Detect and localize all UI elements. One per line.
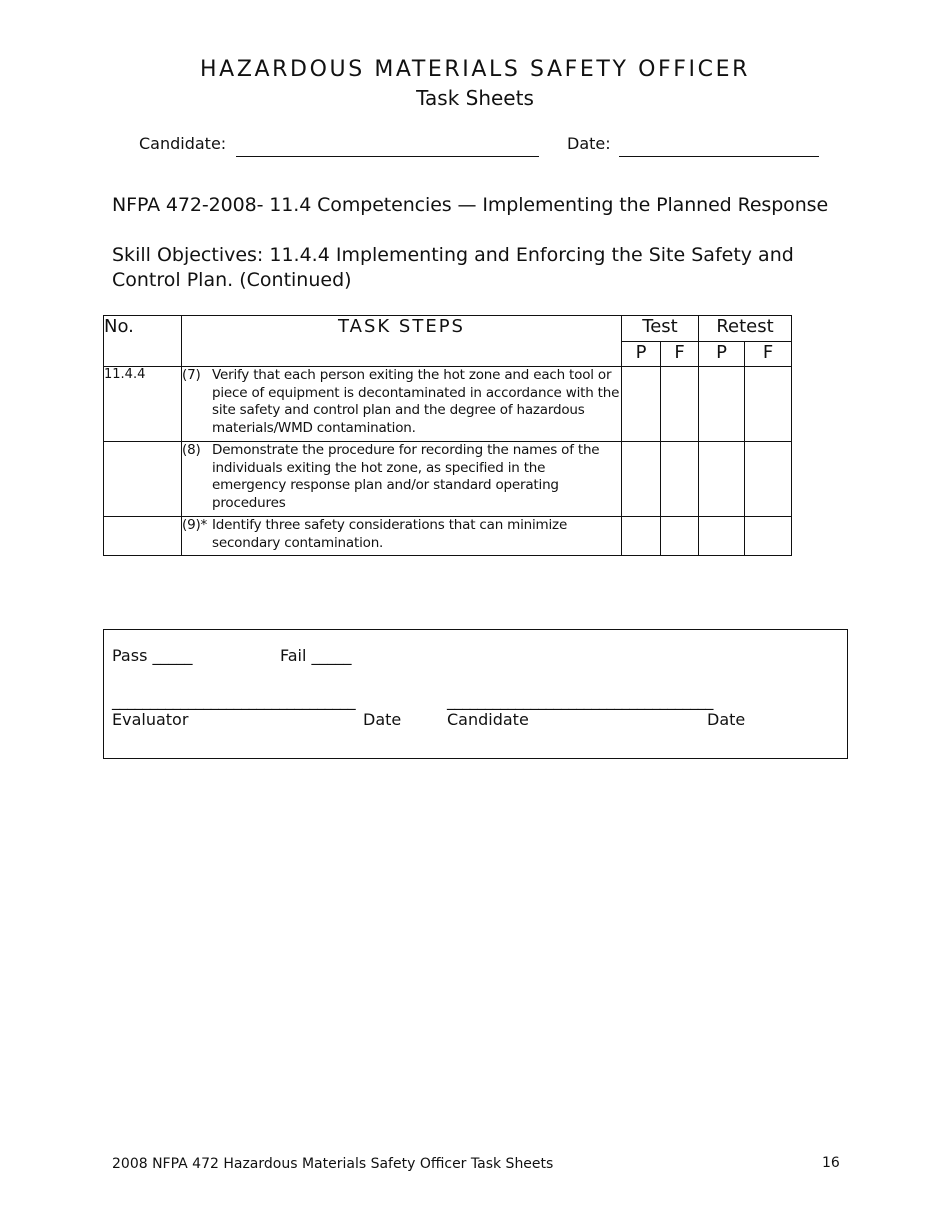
- row-number: 11.4.4: [104, 367, 182, 442]
- task-steps-table: [103, 315, 792, 556]
- retest-fail-header: F: [745, 342, 792, 367]
- evaluator-signature-line[interactable]: ________________________________: [112, 691, 356, 710]
- test-pass-cell[interactable]: [622, 442, 661, 517]
- row-number: [104, 442, 182, 517]
- document-subtitle: Task Sheets: [416, 86, 534, 110]
- step-text-rest: individuals exiting the hot zone, as specified in the emergency response plan and/or standard operating procedures: [212, 459, 559, 511]
- test-fail-cell[interactable]: [661, 517, 699, 556]
- skill-objectives: Skill Objectives: 11.4.4 Implementing and Enforcing the Site Safety and Control Plan. (Continued): [112, 244, 794, 291]
- test-pass-cell[interactable]: [622, 517, 661, 556]
- test-pass-header: P: [622, 342, 661, 367]
- step-label: (8): [182, 442, 201, 458]
- column-header-task-steps: TASK STEPS: [182, 316, 622, 367]
- retest-fail-cell[interactable]: [745, 367, 792, 442]
- step-text-first: Demonstrate the procedure for recording the names of the: [212, 442, 600, 458]
- candidate-signature-line: [236, 156, 539, 157]
- candidate-label: Candidate:: [139, 134, 227, 153]
- column-header-test: Test: [622, 316, 699, 342]
- test-fail-header: F: [661, 342, 699, 367]
- document-title: HAZARDOUS MATERIALS SAFETY OFFICER: [200, 57, 750, 82]
- candidate-date-label: Date: [707, 710, 746, 729]
- candidate-signature-line-bottom[interactable]: ___________________________________: [447, 691, 714, 710]
- retest-pass-cell[interactable]: [699, 367, 745, 442]
- task-step: [182, 367, 622, 442]
- candidate-label-bottom: Candidate: [447, 710, 529, 729]
- retest-fail-cell[interactable]: [745, 517, 792, 556]
- evaluation-box: [103, 629, 848, 759]
- table-row: [104, 517, 792, 556]
- retest-fail-cell[interactable]: [745, 442, 792, 517]
- step-text-first: Verify that each person exiting the hot zone and each tool or: [212, 367, 612, 383]
- date-label: Date:: [567, 134, 611, 153]
- step-label: (7): [182, 367, 201, 383]
- test-fail-cell[interactable]: [661, 367, 699, 442]
- task-step: [182, 442, 622, 517]
- step-label: (9)*: [182, 517, 208, 533]
- test-fail-cell[interactable]: [661, 442, 699, 517]
- column-header-retest: Retest: [699, 316, 792, 342]
- table-row: [104, 442, 792, 517]
- evaluator-label: Evaluator: [112, 710, 189, 729]
- retest-pass-cell[interactable]: [699, 517, 745, 556]
- step-text-rest: secondary contamination.: [212, 534, 384, 551]
- step-text-first: Identify three safety considerations that can minimize: [212, 517, 568, 533]
- retest-pass-header: P: [699, 342, 745, 367]
- pass-field[interactable]: Pass _____: [112, 646, 193, 665]
- evaluator-date-label: Date: [363, 710, 402, 729]
- step-text-rest: piece of equipment is decontaminated in accordance with the site safety and control plan and the degree of hazardous materials/WMD contamination.: [212, 384, 620, 436]
- date-line: [619, 156, 819, 157]
- row-number: [104, 517, 182, 556]
- column-header-no: No.: [104, 316, 182, 367]
- footer-text: 2008 NFPA 472 Hazardous Materials Safety Officer Task Sheets: [112, 1156, 554, 1172]
- page-number: 16: [822, 1155, 840, 1171]
- test-pass-cell[interactable]: [622, 367, 661, 442]
- retest-pass-cell[interactable]: [699, 442, 745, 517]
- table-row: [104, 367, 792, 442]
- competency-heading: NFPA 472-2008- 11.4 Competencies — Implementing the Planned Response: [112, 194, 829, 216]
- task-step: [182, 517, 622, 556]
- fail-field[interactable]: Fail _____: [280, 646, 352, 665]
